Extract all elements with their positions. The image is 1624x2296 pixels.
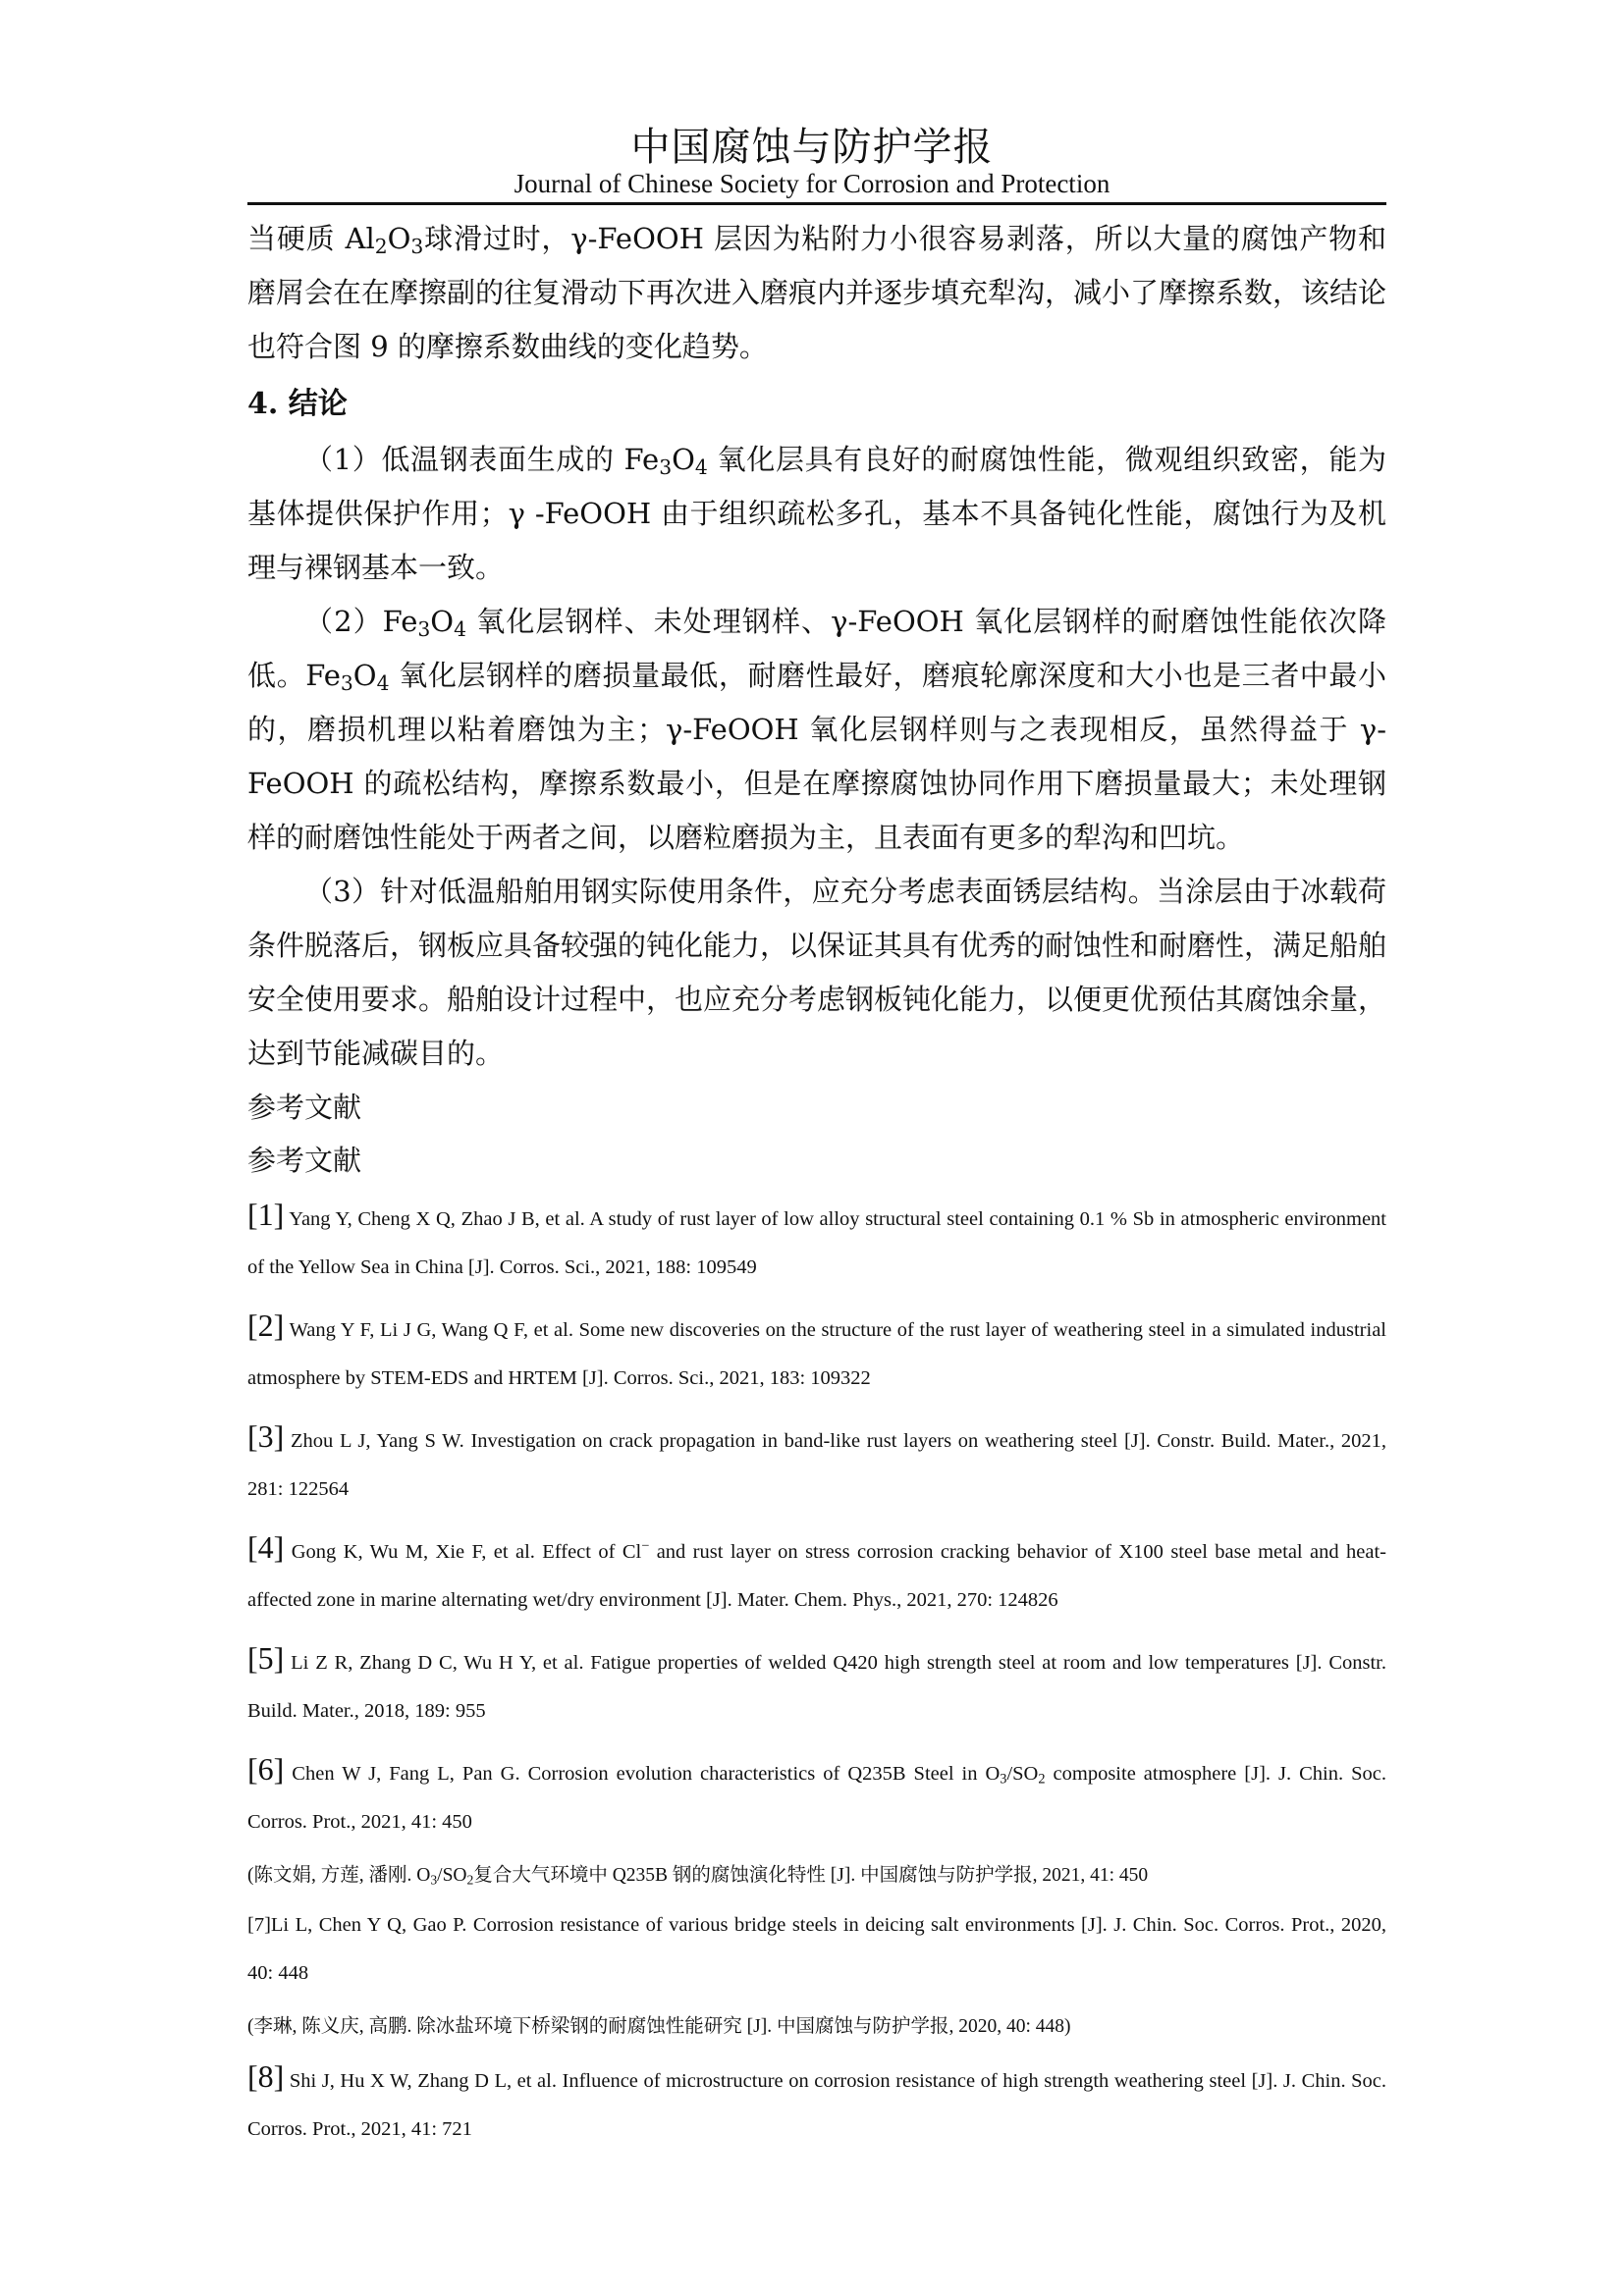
reference-item: [2] Wang Y F, Li J G, Wang Q F, et al. Some new discoveries on the structure of the rust layer of weathering steel in a simulated industrial atmosphere by STEM-EDS and HRTEM [J]. Corros. Sci., 2021, 183: 109322 [247, 1308, 1386, 1389]
section-title: 4. 结论 [247, 387, 348, 421]
reference-list [247, 1191, 1386, 2154]
conclusion-1: （1）低温钢表面生成的 $Fe_3O_4$ 氧化层具有良好的耐腐蚀性能，微观组织致密，能为基体提供保护作用；γ -FeOOH 由于组织疏松多孔，基本不具备钝化性能，腐蚀行为及机理与裸钢基本一致。 [247, 443, 1386, 584]
reference-item: [4] Gong K, Wu M, Xie F, et al. Effect of Cl− and rust layer on stress corrosion cracking behavior of X100 steel base metal and heat-affected zone in marine alternating wet/dry environment [J]. Mater. Chem. Phys., 2021, 270: 124826 [247, 1529, 1386, 1611]
conclusion-3: （3）针对低温船舶用钢实际使用条件，应充分考虑表面锈层结构。当涂层由于冰载荷条件脱落后，钢板应具备较强的钝化能力，以保证其具有优秀的耐蚀性和耐磨性，满足船舶安全使用要求。船舶设计过程中，也应充分考虑钢板钝化能力，以便更优预估其腐蚀余量，达到节能减碳目的。 [247, 875, 1387, 1070]
journal-title-cn: 中国腐蚀与防护学报 [630, 125, 994, 170]
reference-item: [3] Zhou L J, Yang S W. Investigation on crack propagation in band-like rust layers on weathering steel [J]. Constr. Build. Mater., 2021, 281: 122564 [247, 1418, 1386, 1500]
reference-item: [5] Li Z R, Zhang D C, Wu H Y, et al. Fatigue properties of welded Q420 high strength steel at room and low temperatures [J]. Constr. Build. Mater., 2018, 189: 955 [247, 1640, 1386, 1722]
journal-title-en: Journal of Chinese Society for Corrosion and Protection [514, 169, 1110, 198]
header-rule [247, 202, 1386, 205]
reference-item: [1] Yang Y, Cheng X Q, Zhao J B, et al. A study of rust layer of low alloy structural steel containing 0.1 % Sb in atmospheric environment of the Yellow Sea in China [J]. Corros. Sci., 2021, 188: 109549 [247, 1197, 1386, 1278]
intro-paragraph: 当硬质 $Al_2O_3$球滑过时，γ-FeOOH 层因为粘附力小很容易剥落，所以大量的腐蚀产物和磨屑会在在摩擦副的往复滑动下再次进入磨痕内并逐步填充犁沟，减小了摩擦系数，该结论也符合图 9 的摩擦系数曲线的变化趋势。 [247, 222, 1387, 363]
reference-item: [6] Chen W J, Fang L, Pan G. Corrosion evolution characteristics of Q235B Steel in $O_3/SO_2$ composite atmosphere [J]. J. Chin. Soc. Corros. Prot., 2021, 41: 450 [247, 1751, 1386, 1833]
reference-item: [8] Shi J, Hu X W, Zhang D L, et al. Influence of microstructure on corrosion resistance of high strength weathering steel [J]. J. Chin. Soc. Corros. Prot., 2021, 41: 721 [247, 2058, 1386, 2140]
references-heading-repeat: 参考文献 [247, 1144, 362, 1177]
reference-item: [7]Li L, Chen Y Q, Gao P. Corrosion resistance of various bridge steels in deicing salt environments [J]. J. Chin. Soc. Corros. Prot., 2020, 40: 448 [247, 1914, 1386, 1984]
reference-item-cn: (陈文娟, 方莲, 潘刚. $O_3/SO_2$复合大气环境中 Q235B 钢的腐蚀演化特性 [J]. 中国腐蚀与防护学报, 2021, 41: 450 [247, 1865, 1149, 1888]
main-body [247, 212, 1386, 2163]
references-heading: 参考文献 [247, 1091, 362, 1124]
reference-item-cn: (李琳, 陈义庆, 高鹏. 除冰盐环境下桥梁钢的耐腐蚀性能研究 [J]. 中国腐蚀与防护学报, 2020, 40: 448) [247, 2016, 1071, 2037]
conclusion-2: $(2)Fe_3O_4$ 氧化层钢样、未处理钢样、γ-FeOOH 氧化层钢样的耐磨蚀性能依次降低。$Fe_3O_4$ 氧化层钢样的磨损量最低，耐磨性最好，磨痕轮廓深度和大小也是三者中最小的，磨损机理以粘着磨蚀为主；γ-FeOOH 氧化层钢样则与之表现相反，虽然得益于 γ-FeOOH 的疏松结构，摩擦系数最小，但是在摩擦腐蚀协同作用下磨损量最大；未处理钢样的耐磨蚀性能处于两者之间，以磨粒磨损为主，且表面有更多的犁沟和凹坑。 [247, 605, 1387, 854]
